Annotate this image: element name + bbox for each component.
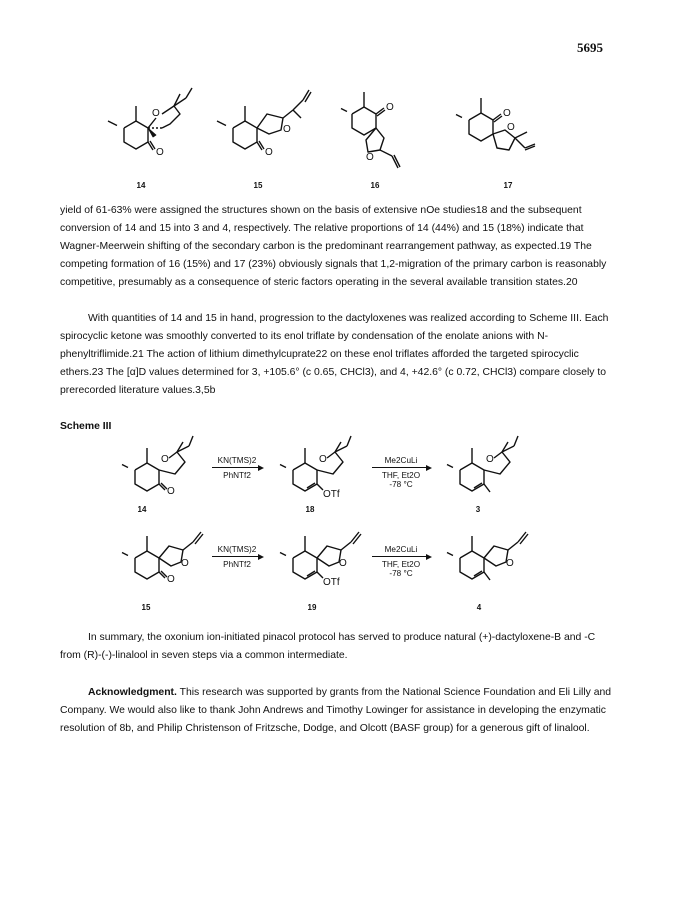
svg-text:O: O	[161, 454, 169, 465]
reagent-label: Me2CuLi	[384, 456, 418, 465]
svg-text:O: O	[507, 122, 515, 133]
compound-label-15: 15	[253, 181, 263, 190]
svg-text:O: O	[156, 147, 164, 158]
svg-text:O: O	[283, 124, 291, 135]
compound-label-16: 16	[370, 181, 380, 190]
structure-15	[213, 84, 323, 174]
scheme-label-14: 14	[137, 505, 147, 514]
svg-text:O: O	[339, 558, 347, 569]
scheme-label-19: 19	[307, 603, 317, 612]
svg-text:O: O	[152, 108, 160, 119]
compound-label-14: 14	[136, 181, 146, 190]
svg-text:O: O	[506, 558, 514, 569]
paragraph-3: In summary, the oxonium ion-initiated pinacol protocol has served to produce natural (+)-dactyloxene-B and -C from (R)-(-)-linalool in seven steps via a common intermediate.	[60, 632, 596, 661]
scheme-structure-19	[273, 528, 373, 605]
reagent-label: -78 °C	[389, 480, 413, 489]
page-number: 5695	[577, 40, 603, 55]
reaction-arrow-1b	[212, 545, 262, 569]
ack-text: This research was supported by grants from the National Science Foundation and Eli Lilly and Company. We would also like to thank John Andrews and Timothy Lowinger for assistance in developing the enzymatic resolution of 8b, and Philip Christenson of Fritzsche, Dodge, and Olcott (BASF group) for a generous gift of linalool.	[60, 687, 612, 734]
reagent-label: -78 °C	[389, 569, 413, 578]
svg-text:O: O	[386, 102, 394, 113]
svg-text:O: O	[486, 454, 494, 465]
structure-17	[449, 84, 559, 179]
scheme-label-4: 4	[476, 603, 482, 612]
reagent-label: Me2CuLi	[384, 545, 418, 554]
reagent-label: PhNTf2	[223, 471, 251, 480]
reagent-label: THF, Et2O	[381, 471, 421, 480]
svg-text:O: O	[167, 486, 175, 497]
reagent-label: PhNTf2	[223, 560, 251, 569]
svg-text:O: O	[366, 152, 374, 163]
paragraph-2: With quantities of 14 and 15 in hand, progression to the dactyloxenes was realized according to Scheme III. Each spirocyclic ketone was smoothly converted to its enol triflate by condensation of the enolate anions with N-phenyltriflimide.21 The action of lithium dimethylcuprate22 on these enol triflates afforded the targeted spirocyclic ethers.23 The [α]D values determined for 3, +105.6° (c 0.65, CHCl3), and 4, +42.6° (c 0.72, CHCl3) compare closely to prerecorded literature values.3,5b	[60, 313, 609, 396]
compound-label-17: 17	[503, 181, 513, 190]
reaction-arrow-2a	[372, 456, 430, 489]
svg-text:O: O	[319, 454, 327, 465]
svg-text:O: O	[265, 147, 273, 158]
structure-16	[340, 84, 430, 184]
reaction-arrow-2b	[372, 545, 430, 578]
svg-text:O: O	[167, 574, 175, 585]
reaction-arrow-1a	[212, 456, 262, 480]
reagent-label: KN(TMS)2	[217, 545, 257, 554]
svg-text:O: O	[181, 558, 189, 569]
svg-text:O: O	[503, 108, 511, 119]
scheme-label-15: 15	[141, 603, 151, 612]
ack-heading: Acknowledgment.	[88, 687, 177, 698]
structure-14	[104, 84, 204, 174]
otf-label: OTf	[323, 489, 340, 500]
scheme-structure-15	[115, 528, 215, 605]
acknowledgment	[60, 684, 615, 738]
scheme-structure-4	[440, 528, 540, 605]
scheme-label-3: 3	[475, 505, 481, 514]
reagent-label: THF, Et2O	[381, 560, 421, 569]
reagent-label: KN(TMS)2	[217, 456, 257, 465]
otf-label: OTf	[323, 577, 340, 588]
paragraph-1: yield of 61-63% were assigned the structures shown on the basis of extensive nOe studies18 and the subsequent conversion of 14 and 15 into 3 and 4, respectively. The relative proportions of 14 (44%) and 15 (18%) indicate that Wagner-Meerwein shifting of the secondary carbon is the predominant rearrangement pathway, as expected.19 The competing formation of 16 (15%) and 17 (23%) obviously signals that 1,2-migration of the primary carbon is reasonably competitive, presumably as a consequence of steric factors operating in the several available transition states.20	[60, 205, 607, 288]
scheme-title: Scheme III	[60, 421, 112, 432]
scheme-label-18: 18	[305, 505, 315, 514]
